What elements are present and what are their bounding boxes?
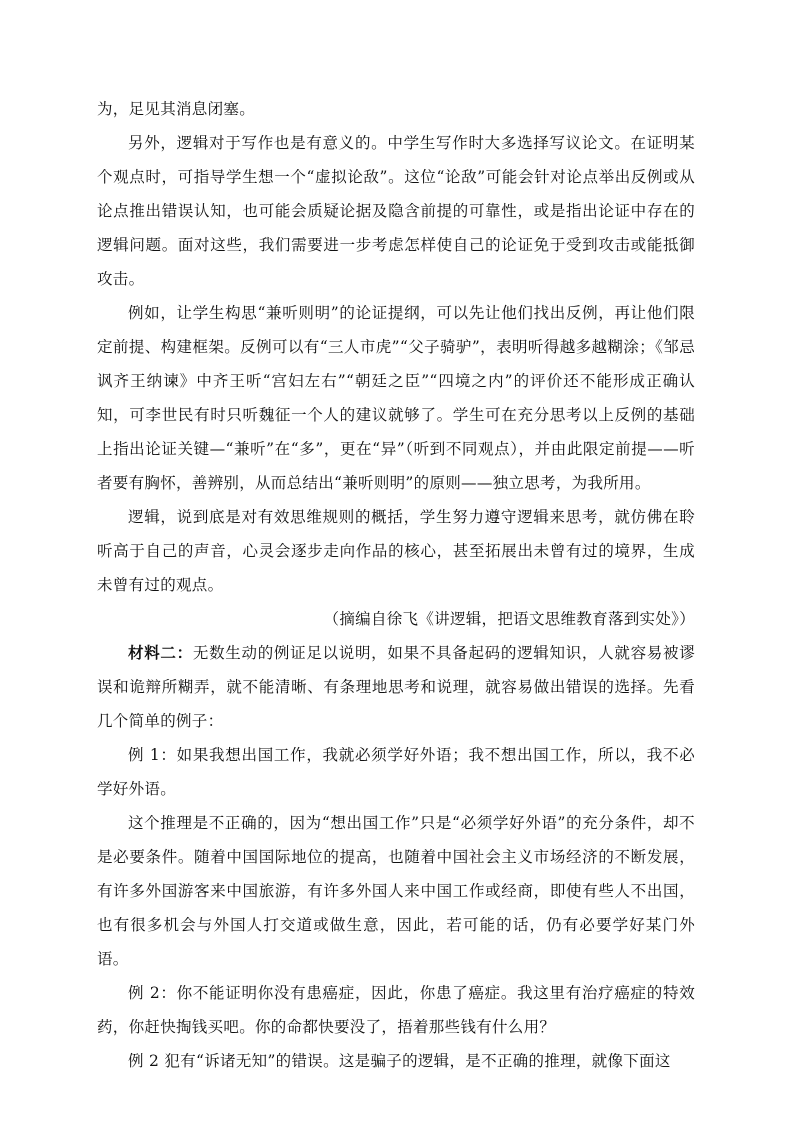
source-citation: （摘编自徐飞《讲逻辑，把语文思维教育落到实处》） [323,610,695,628]
paragraph-0: 为，足见其消息闭塞。 [97,100,256,118]
paragraph-9: 例 2 犯有“诉诸无知”的错误。这是骗子的逻辑，是不正确的推理，就像下面这 [128,1052,671,1070]
document-page [97,92,695,1078]
paragraph-material-two [97,636,695,738]
paragraph-7: 这个推理是不正确的，因为“想出国工作”只是“必须学好外语”的充分条件，却不是必要条件。随着中国国际地位的提高，也随着中国社会主义市场经济的不断发展，有许多外国游客来中国旅游，有许多外国人来中国工作或经商，即使有些人不出国，也有很多机会与外国人打交道或做生意，因此，若可能的话，仍有必要学好某门外语。 [97,814,695,968]
paragraph-2: 例如，让学生构思“兼听则明”的论证提纲，可以先让他们找出反例，再让他们限定前提、构建框架。反例可以有“三人市虎”“父子骑驴”，表明听得越多越糊涂；《邹忌讽齐王纳谏》中齐王听“宫妇左右”“朝廷之臣”“四境之内”的评价还不能形成正确认知，可李世民有时只听魏征一个人的建议就够了。学生可在充分思考以上反例的基础上指出论证关键—“兼听”在“多”，更在“异”（听到不同观点），并由此限定前提——听者要有胸怀，善辨别，从而总结出“兼听则明”的原则——独立思考，为我所用。 [97,304,695,492]
example-2: 例 2：你不能证明你没有患癌症，因此，你患了癌症。我这里有治疗癌症的特效药，你赶快掏钱买吧。你的命都快要没了，捂着那些钱有什么用？ [97,984,695,1036]
material-two-heading: 材料二： [128,643,193,662]
material-two-body: 无数生动的例证足以说明，如果不具备起码的逻辑知识，人就容易被谬误和诡辩所糊弄，就不能清晰、有条理地思考和说理，就容易做出错误的选择。先看几个简单的例子： [97,644,696,730]
example-1: 例 1：如果我想出国工作，我就必须学好外语；我不想出国工作，所以，我不必学好外语。 [97,746,695,798]
paragraph-3: 逻辑，说到底是对有效思维规则的概括，学生努力遵守逻辑来思考，就仿佛在聆听高于自己的声音，心灵会逐步走向作品的核心，甚至拓展出未曾有过的境界，生成未曾有过的观点。 [97,508,695,594]
paragraph-1: 另外，逻辑对于写作也是有意义的。中学生写作时大多选择写议论文。在证明某个观点时，可指导学生想一个“虚拟论敌”。这位“论敌”可能会针对论点举出反例或从论点推出错误认知，也可能会质疑论据及隐含前提的可靠性，或是指出论证中存在的逻辑问题。面对这些，我们需要进一步考虑怎样使自己的论证免于受到攻击或能抵御攻击。 [97,134,695,288]
